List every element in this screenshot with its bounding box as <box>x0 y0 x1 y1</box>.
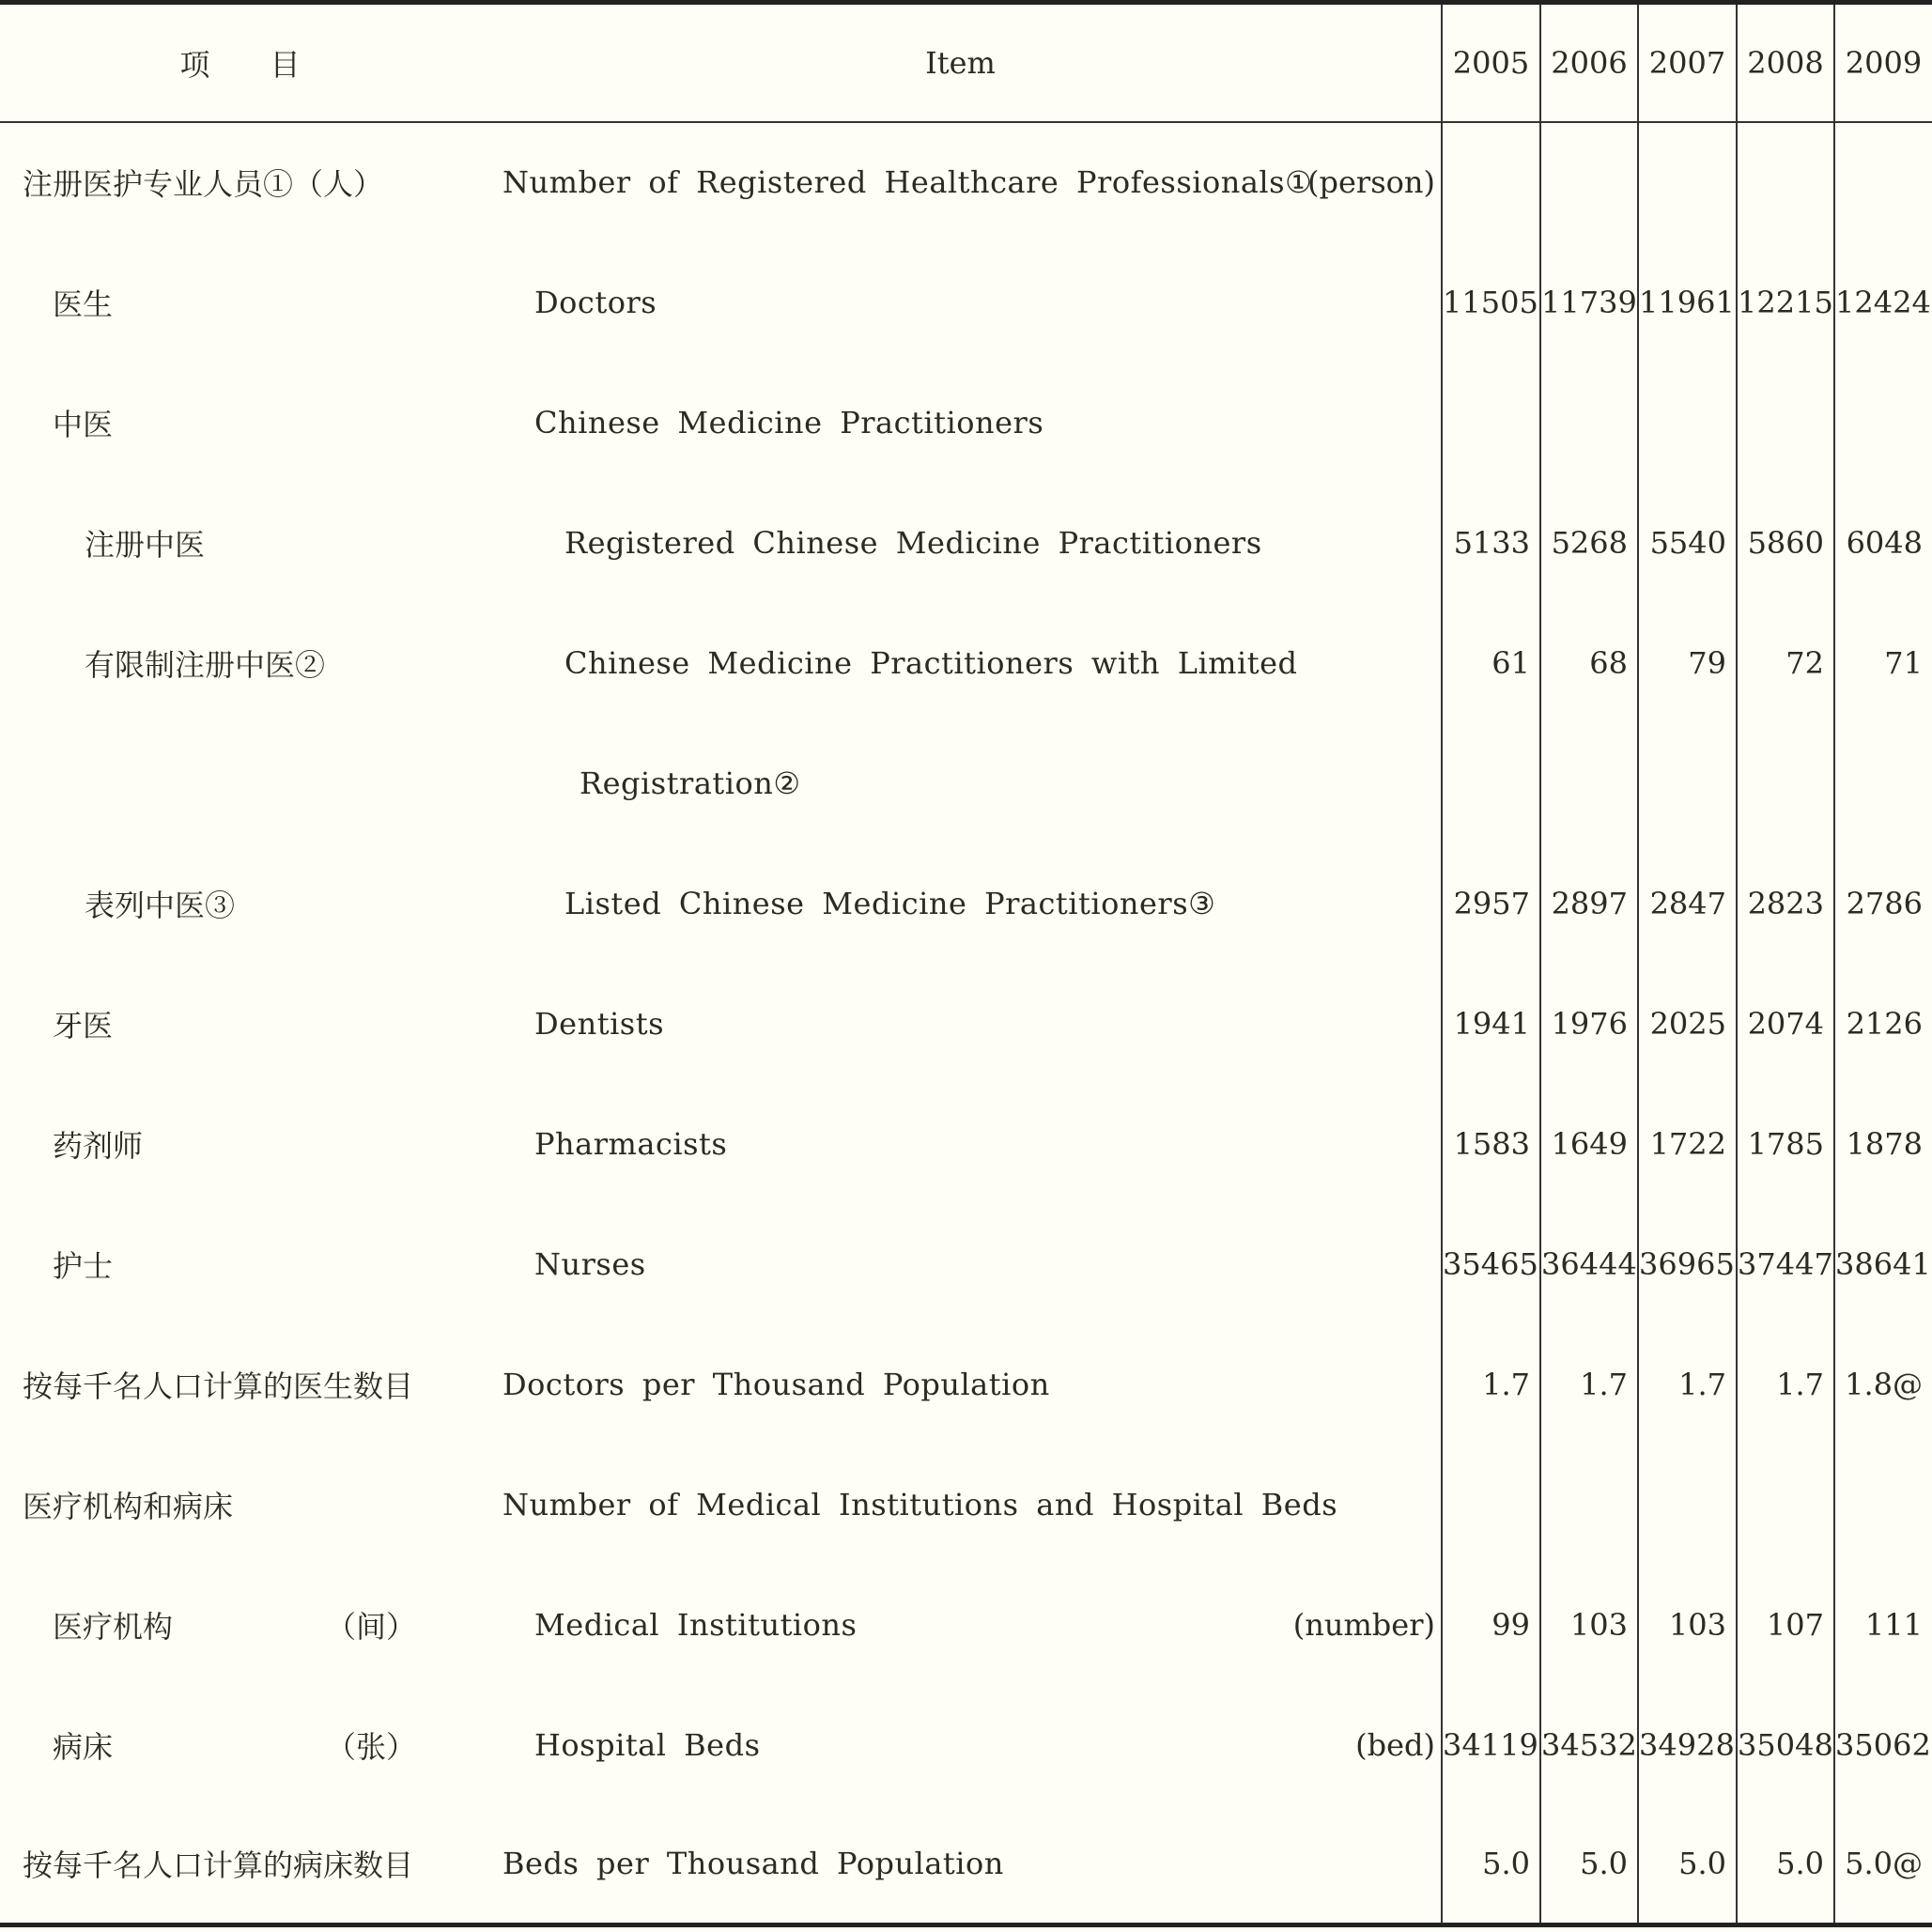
value-cell-2006 <box>1540 723 1638 843</box>
table-row <box>0 483 1932 603</box>
table-row <box>0 363 1932 483</box>
row-label-zh: 注册中医 <box>85 526 206 563</box>
value-cell-2007: 11961 <box>1638 242 1737 363</box>
row-label-en-cell <box>480 1084 1442 1204</box>
table-row <box>0 964 1932 1084</box>
value-cell-2005 <box>1442 723 1540 843</box>
value-cell-2006: 34532 <box>1540 1685 1638 1805</box>
row-label-en-cell <box>480 122 1442 242</box>
value-cell-2007 <box>1638 1445 1737 1565</box>
value-cell-2005: 35465 <box>1442 1204 1540 1324</box>
row-label-zh: 药剂师 <box>53 1127 144 1164</box>
row-label-en: Medical Institutions <box>534 1606 858 1643</box>
value-cell-2007: 79 <box>1638 603 1737 723</box>
row-label-zh: 牙医 <box>53 1007 114 1043</box>
value-cell-2009: 35062 <box>1834 1685 1932 1805</box>
value-cell-2006: 103 <box>1540 1565 1638 1685</box>
row-label-zh-cell <box>0 483 480 603</box>
value-cell-2007: 34928 <box>1638 1685 1737 1805</box>
row-label-en: Hospital Beds <box>534 1726 761 1763</box>
row-label-zh: 按每千名人口计算的病床数目 <box>23 1847 414 1884</box>
value-cell-2009 <box>1834 1445 1932 1565</box>
value-cell-2008: 37447 <box>1737 1204 1834 1324</box>
row-label-en: Doctors per Thousand Population <box>502 1366 1050 1402</box>
row-label-zh-cell <box>0 843 480 964</box>
row-unit-en: (bed) <box>1355 1726 1435 1763</box>
value-cell-2009 <box>1834 363 1932 483</box>
value-cell-2006: 1.7 <box>1540 1324 1638 1445</box>
value-cell-2005: 1583 <box>1442 1084 1540 1204</box>
value-cell-2008: 107 <box>1737 1565 1834 1685</box>
header-year-2005: 2005 <box>1442 3 1540 122</box>
row-label-en: Number of Registered Healthcare Professionals① <box>502 164 1313 200</box>
table-row <box>0 1445 1932 1565</box>
row-label-en: Doctors <box>534 284 657 320</box>
value-cell-2008: 1.7 <box>1737 1324 1834 1445</box>
value-cell-2009 <box>1834 122 1932 242</box>
row-label-en-cell <box>480 1204 1442 1324</box>
value-cell-2007: 36965 <box>1638 1204 1737 1324</box>
value-cell-2006: 1649 <box>1540 1084 1638 1204</box>
table-row <box>0 1805 1932 1925</box>
table-row <box>0 843 1932 964</box>
row-label-zh: 医疗机构和病床 <box>23 1488 234 1524</box>
value-cell-2006: 11739 <box>1540 242 1638 363</box>
row-label-zh-cell <box>0 603 480 723</box>
row-label-zh: 表列中医③ <box>85 887 236 923</box>
value-cell-2005 <box>1442 1445 1540 1565</box>
row-label-zh-cell <box>0 1565 480 1685</box>
row-label-en-cell <box>480 1805 1442 1925</box>
row-unit-en: (number) <box>1292 1606 1435 1643</box>
row-label-en-cell <box>480 363 1442 483</box>
value-cell-2009: 1.8@ <box>1834 1324 1932 1445</box>
row-label-zh: 护士 <box>53 1247 114 1284</box>
row-label-en: Listed Chinese Medicine Practitioners③ <box>564 885 1216 921</box>
row-label-en-cell <box>480 1685 1442 1805</box>
row-label-en: Chinese Medicine Practitioners with Limited <box>564 644 1298 681</box>
value-cell-2009: 1878 <box>1834 1084 1932 1204</box>
value-cell-2008: 72 <box>1737 603 1834 723</box>
value-cell-2005: 5.0 <box>1442 1805 1540 1925</box>
value-cell-2006: 1976 <box>1540 964 1638 1084</box>
row-unit-zh: （张） <box>325 1728 416 1765</box>
row-label-en: Number of Medical Institutions and Hospital Beds <box>502 1486 1338 1522</box>
value-cell-2005: 11505 <box>1442 242 1540 363</box>
row-label-zh: 有限制注册中医② <box>85 646 326 683</box>
row-unit-zh: （间） <box>325 1608 416 1645</box>
table-row <box>0 122 1932 242</box>
value-cell-2009 <box>1834 723 1932 843</box>
row-label-zh-cell <box>0 1204 480 1324</box>
row-label-en: Nurses <box>534 1245 646 1282</box>
row-label-zh: 按每千名人口计算的医生数目 <box>23 1368 414 1404</box>
table-row <box>0 242 1932 363</box>
value-cell-2007: 5540 <box>1638 483 1737 603</box>
value-cell-2006 <box>1540 363 1638 483</box>
value-cell-2007: 103 <box>1638 1565 1737 1685</box>
table-row <box>0 1685 1932 1805</box>
row-label-zh: 医疗机构 <box>53 1608 174 1645</box>
row-label-en: Dentists <box>534 1005 664 1042</box>
row-label-en-cell <box>480 603 1442 723</box>
row-label-zh-cell <box>0 1084 480 1204</box>
header-item-zh: 项 目 <box>0 3 480 122</box>
row-label-en-cell <box>480 964 1442 1084</box>
header-year-2008: 2008 <box>1737 3 1834 122</box>
table-row <box>0 723 1932 843</box>
row-label-en: Beds per Thousand Population <box>502 1846 1004 1882</box>
value-cell-2006: 68 <box>1540 603 1638 723</box>
row-unit-en: (person) <box>1307 164 1435 200</box>
value-cell-2005: 5133 <box>1442 483 1540 603</box>
row-label-zh-cell <box>0 723 480 843</box>
row-label-zh-cell <box>0 964 480 1084</box>
row-label-en: Registration② <box>580 765 801 801</box>
row-label-zh-cell <box>0 1805 480 1925</box>
value-cell-2008: 35048 <box>1737 1685 1834 1805</box>
value-cell-2009: 6048 <box>1834 483 1932 603</box>
row-label-zh: 中医 <box>53 406 114 442</box>
value-cell-2005: 1.7 <box>1442 1324 1540 1445</box>
row-label-zh-cell <box>0 1324 480 1445</box>
row-label-en-cell <box>480 1324 1442 1445</box>
value-cell-2009: 38641 <box>1834 1204 1932 1324</box>
value-cell-2009: 5.0@ <box>1834 1805 1932 1925</box>
header-item-en: Item <box>480 3 1442 122</box>
value-cell-2008: 2823 <box>1737 843 1834 964</box>
table-row <box>0 1565 1932 1685</box>
table-row <box>0 1324 1932 1445</box>
row-label-en-cell <box>480 723 1442 843</box>
row-label-zh-cell <box>0 363 480 483</box>
table-row <box>0 1084 1932 1204</box>
row-label-zh-cell <box>0 1445 480 1565</box>
value-cell-2006: 36444 <box>1540 1204 1638 1324</box>
value-cell-2006: 5.0 <box>1540 1805 1638 1925</box>
row-label-zh: 病床 <box>53 1728 114 1765</box>
value-cell-2007: 1722 <box>1638 1084 1737 1204</box>
row-label-en: Registered Chinese Medicine Practitioners <box>564 524 1262 561</box>
value-cell-2006 <box>1540 1445 1638 1565</box>
value-cell-2008: 5.0 <box>1737 1805 1834 1925</box>
value-cell-2009: 71 <box>1834 603 1932 723</box>
row-label-zh: 医生 <box>53 286 114 322</box>
value-cell-2006: 2897 <box>1540 843 1638 964</box>
value-cell-2006: 5268 <box>1540 483 1638 603</box>
header-year-2009: 2009 <box>1834 3 1932 122</box>
header-year-2006: 2006 <box>1540 3 1638 122</box>
value-cell-2008: 5860 <box>1737 483 1834 603</box>
value-cell-2008: 1785 <box>1737 1084 1834 1204</box>
value-cell-2006 <box>1540 122 1638 242</box>
value-cell-2009: 2126 <box>1834 964 1932 1084</box>
row-label-en-cell <box>480 843 1442 964</box>
value-cell-2005 <box>1442 122 1540 242</box>
value-cell-2005: 2957 <box>1442 843 1540 964</box>
row-label-zh-cell <box>0 242 480 363</box>
row-label-zh: 注册医护专业人员①（人） <box>23 166 384 202</box>
value-cell-2007 <box>1638 122 1737 242</box>
row-label-zh-cell <box>0 1685 480 1805</box>
value-cell-2007: 5.0 <box>1638 1805 1737 1925</box>
value-cell-2008 <box>1737 1445 1834 1565</box>
row-label-en-cell <box>480 1445 1442 1565</box>
value-cell-2008: 2074 <box>1737 964 1834 1084</box>
value-cell-2009: 111 <box>1834 1565 1932 1685</box>
value-cell-2005 <box>1442 363 1540 483</box>
row-label-en-cell <box>480 242 1442 363</box>
value-cell-2007: 2025 <box>1638 964 1737 1084</box>
value-cell-2007 <box>1638 723 1737 843</box>
row-label-en: Pharmacists <box>534 1125 728 1162</box>
row-label-en: Chinese Medicine Practitioners <box>534 404 1044 440</box>
value-cell-2007: 2847 <box>1638 843 1737 964</box>
header-year-2007: 2007 <box>1638 3 1737 122</box>
value-cell-2005: 61 <box>1442 603 1540 723</box>
table-row <box>0 1204 1932 1324</box>
row-label-en-cell <box>480 483 1442 603</box>
value-cell-2008 <box>1737 723 1834 843</box>
value-cell-2009: 12424 <box>1834 242 1932 363</box>
value-cell-2005: 1941 <box>1442 964 1540 1084</box>
header-row <box>0 3 1932 122</box>
value-cell-2008: 12215 <box>1737 242 1834 363</box>
value-cell-2008 <box>1737 363 1834 483</box>
table-row <box>0 603 1932 723</box>
value-cell-2007: 1.7 <box>1638 1324 1737 1445</box>
value-cell-2007 <box>1638 363 1737 483</box>
value-cell-2009: 2786 <box>1834 843 1932 964</box>
row-label-en-cell <box>480 1565 1442 1685</box>
value-cell-2005: 99 <box>1442 1565 1540 1685</box>
value-cell-2005: 34119 <box>1442 1685 1540 1805</box>
value-cell-2008 <box>1737 122 1834 242</box>
row-label-zh-cell <box>0 122 480 242</box>
